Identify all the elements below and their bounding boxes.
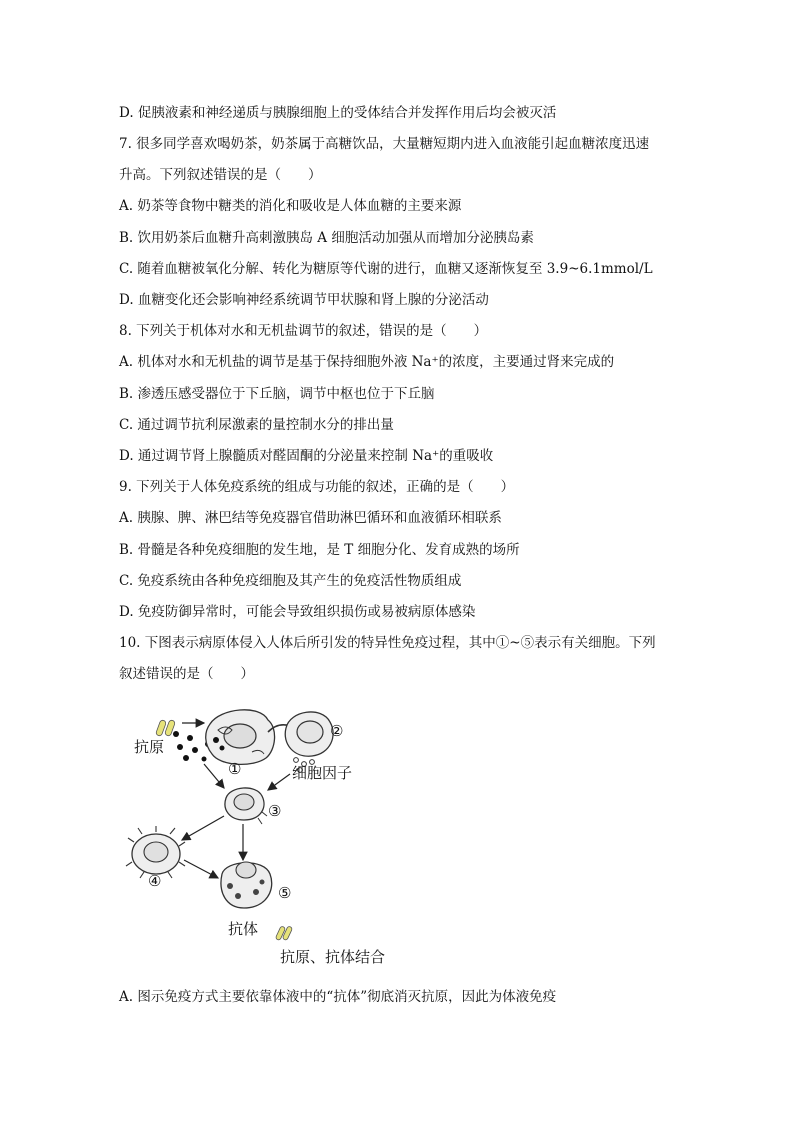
cell-1-number: ①: [228, 760, 242, 778]
text-line: 7. 很多同学喜欢喝奶茶，奶茶属于高糖饮品，大量糖短期内进入血液能引起血糖浓度迅速: [119, 136, 650, 152]
cell-4-memory-cell: [126, 826, 185, 878]
text-line: 10. 下图表示病原体侵入人体后所引发的特异性免疫过程，其中①~⑤表示有关细胞。下列: [119, 635, 656, 651]
cell-2-number: ②: [330, 722, 344, 740]
text-line: A. 奶茶等食物中糖类的消化和吸收是人体血糖的主要来源: [119, 198, 462, 214]
text-line: B. 骨髓是各种免疫细胞的发生地，是 T 细胞分化、发育成熟的场所: [119, 542, 520, 558]
option-a-line: A. 图示免疫方式主要依靠体液中的“抗体”彻底消灭抗原，因此为体液免疫: [119, 989, 557, 1005]
antigen-icon: [155, 719, 175, 736]
text-line: D. 通过调节肾上腺髓质对醛固酮的分泌量来控制 Na⁺的重吸收: [119, 448, 494, 464]
antigen-label: 抗原: [134, 738, 165, 756]
cell-1-apc: [206, 710, 275, 765]
cell-5-plasma-cell: [221, 862, 272, 908]
cell-2-helper-t: [285, 712, 333, 756]
text-line: D. 促胰液素和神经递质与胰腺细胞上的受体结合并发挥作用后均会被灭活: [119, 105, 557, 121]
text-line: B. 饮用奶茶后血糖升高刺激胰岛 A 细胞活动加强从而增加分泌胰岛素: [119, 230, 534, 246]
cell-4-number: ④: [148, 872, 162, 890]
text-line: C. 随着血糖被氧化分解、转化为糖原等代谢的进行，血糖又逐渐恢复至 3.9~6.1mmol/L: [119, 261, 653, 277]
text-line: C. 通过调节抗利尿激素的量控制水分的排出量: [119, 417, 394, 433]
text-line: 升高。下列叙述错误的是（ ）: [119, 167, 322, 183]
cell-3-number: ③: [268, 802, 282, 820]
text-line: A. 机体对水和无机盐的调节是基于保持细胞外液 Na⁺的浓度，主要通过肾来完成的: [119, 354, 615, 370]
cytokine-label: 细胞因子: [292, 764, 353, 782]
text-line: 8. 下列关于机体对水和无机盐调节的叙述，错误的是（ ）: [119, 323, 488, 339]
text-line: C. 免疫系统由各种免疫细胞及其产生的免疫活性物质组成: [119, 573, 462, 589]
text-line: 9. 下列关于人体免疫系统的组成与功能的叙述，正确的是（ ）: [119, 479, 515, 495]
cell-3-b-cell: [225, 788, 267, 824]
antibody-label: 抗体: [228, 920, 259, 938]
antigen-antibody-binding-label: 抗原、抗体结合: [280, 948, 386, 966]
immune-diagram-svg: [120, 702, 420, 972]
text-line: D. 血糖变化还会影响神经系统调节甲状腺和肾上腺的分泌活动: [119, 292, 489, 308]
text-line: B. 渗透压感受器位于下丘脑，调节中枢也位于下丘脑: [119, 386, 435, 402]
text-line: 叙述错误的是（ ）: [119, 666, 254, 682]
text-line: D. 免疫防御异常时，可能会导致组织损伤或易被病原体感染: [119, 604, 476, 620]
antigen-antibody-complex-icon: [275, 926, 292, 941]
cell-5-number: ⑤: [278, 884, 292, 902]
text-line: A. 胰腺、脾、淋巴结等免疫器官借助淋巴循环和血液循环相联系: [119, 510, 502, 526]
immune-process-diagram: [120, 702, 420, 972]
